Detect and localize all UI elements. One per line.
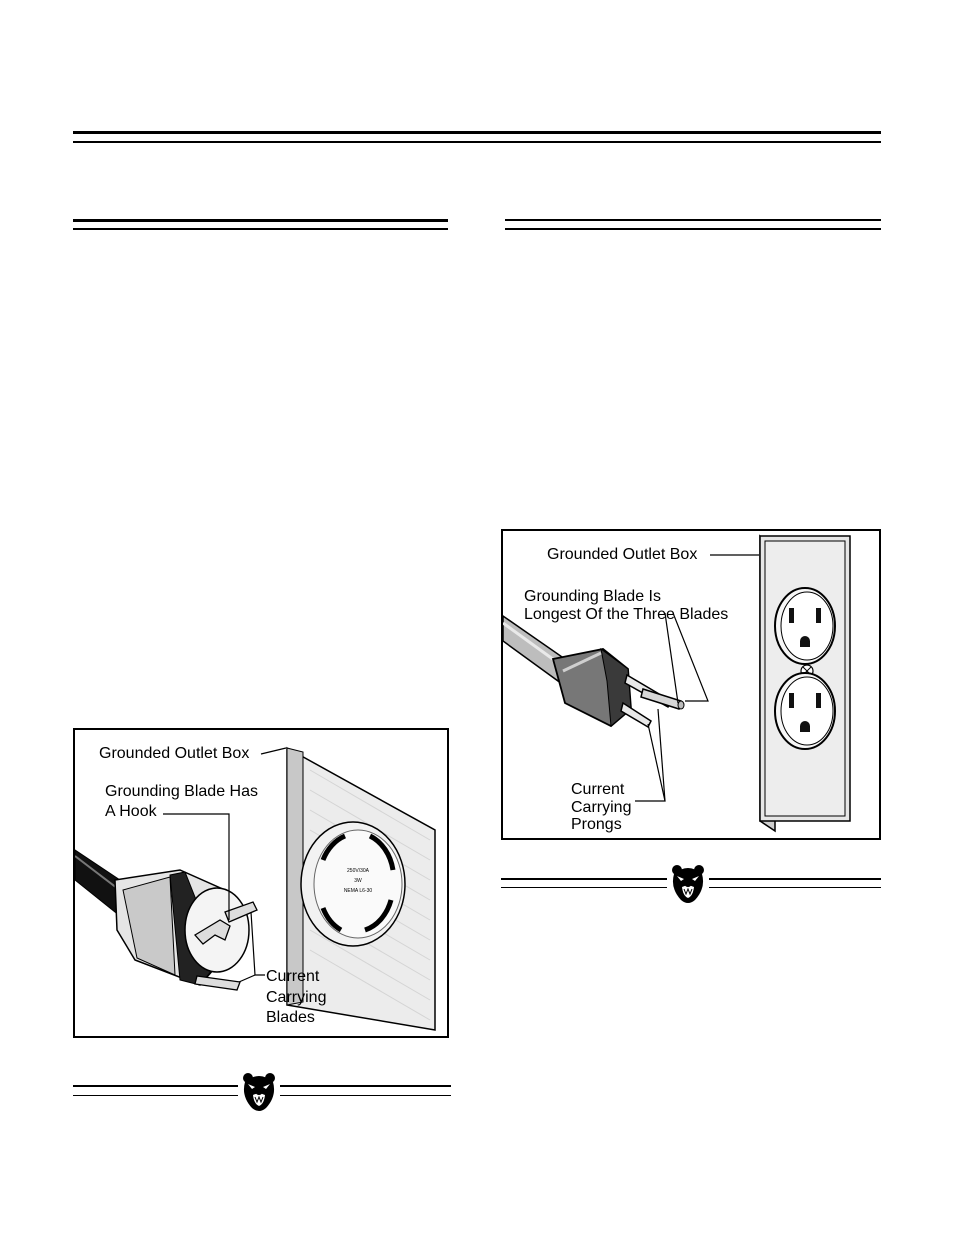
label-grounded-outlet-box: Grounded Outlet Box — [99, 745, 250, 762]
header-rule-thin — [73, 141, 881, 143]
left-divider-line-top-left — [73, 1085, 238, 1087]
label-current-line1: Current — [571, 781, 625, 798]
figure-grounded-outlet-110v — [501, 529, 881, 840]
label-grounding-blade-line1: Grounding Blade Is — [524, 588, 661, 605]
figure-grounded-outlet-twistlock — [73, 728, 449, 1038]
right-divider-line-top-left — [501, 878, 667, 880]
receptacle-rating-line1: 250V/30A — [347, 868, 369, 874]
bear-head-icon — [242, 1072, 276, 1112]
left-bear-divider — [73, 1075, 451, 1115]
left-divider-line-bottom-right — [280, 1095, 451, 1096]
left-section-rule-thick — [73, 219, 448, 222]
figure-twistlock-illustration — [75, 730, 447, 1036]
figure-110v-illustration — [503, 531, 879, 838]
label-current-line1: Current — [266, 968, 320, 985]
right-divider-line-bottom-left — [501, 887, 667, 888]
label-current-line2: Carrying — [266, 989, 327, 1006]
right-bear-divider — [501, 864, 881, 894]
label-grounding-blade-line2: A Hook — [105, 803, 157, 820]
label-current-line3: Prongs — [571, 816, 622, 833]
right-divider-line-top-right — [709, 878, 881, 880]
label-current-line3: Blades — [266, 1009, 315, 1026]
right-section-rule-top — [505, 219, 881, 221]
label-grounding-blade-line2: Longest Of the Three Blades — [524, 606, 729, 623]
left-section-rule-thin — [73, 228, 448, 230]
label-current-line2: Carrying — [571, 799, 632, 816]
label-grounding-blade-line1: Grounding Blade Has — [105, 783, 258, 800]
left-divider-line-top-right — [280, 1085, 451, 1087]
receptacle-rating-line2: 3W — [354, 878, 362, 884]
label-grounded-outlet-box: Grounded Outlet Box — [547, 546, 698, 563]
right-section-rule-bottom — [505, 228, 881, 230]
right-divider-line-bottom-right — [709, 887, 881, 888]
left-divider-line-bottom-left — [73, 1095, 238, 1096]
header-rule-thick — [73, 131, 881, 134]
bear-head-icon — [671, 864, 705, 904]
receptacle-rating-line3: NEMA L6-30 — [343, 888, 373, 894]
